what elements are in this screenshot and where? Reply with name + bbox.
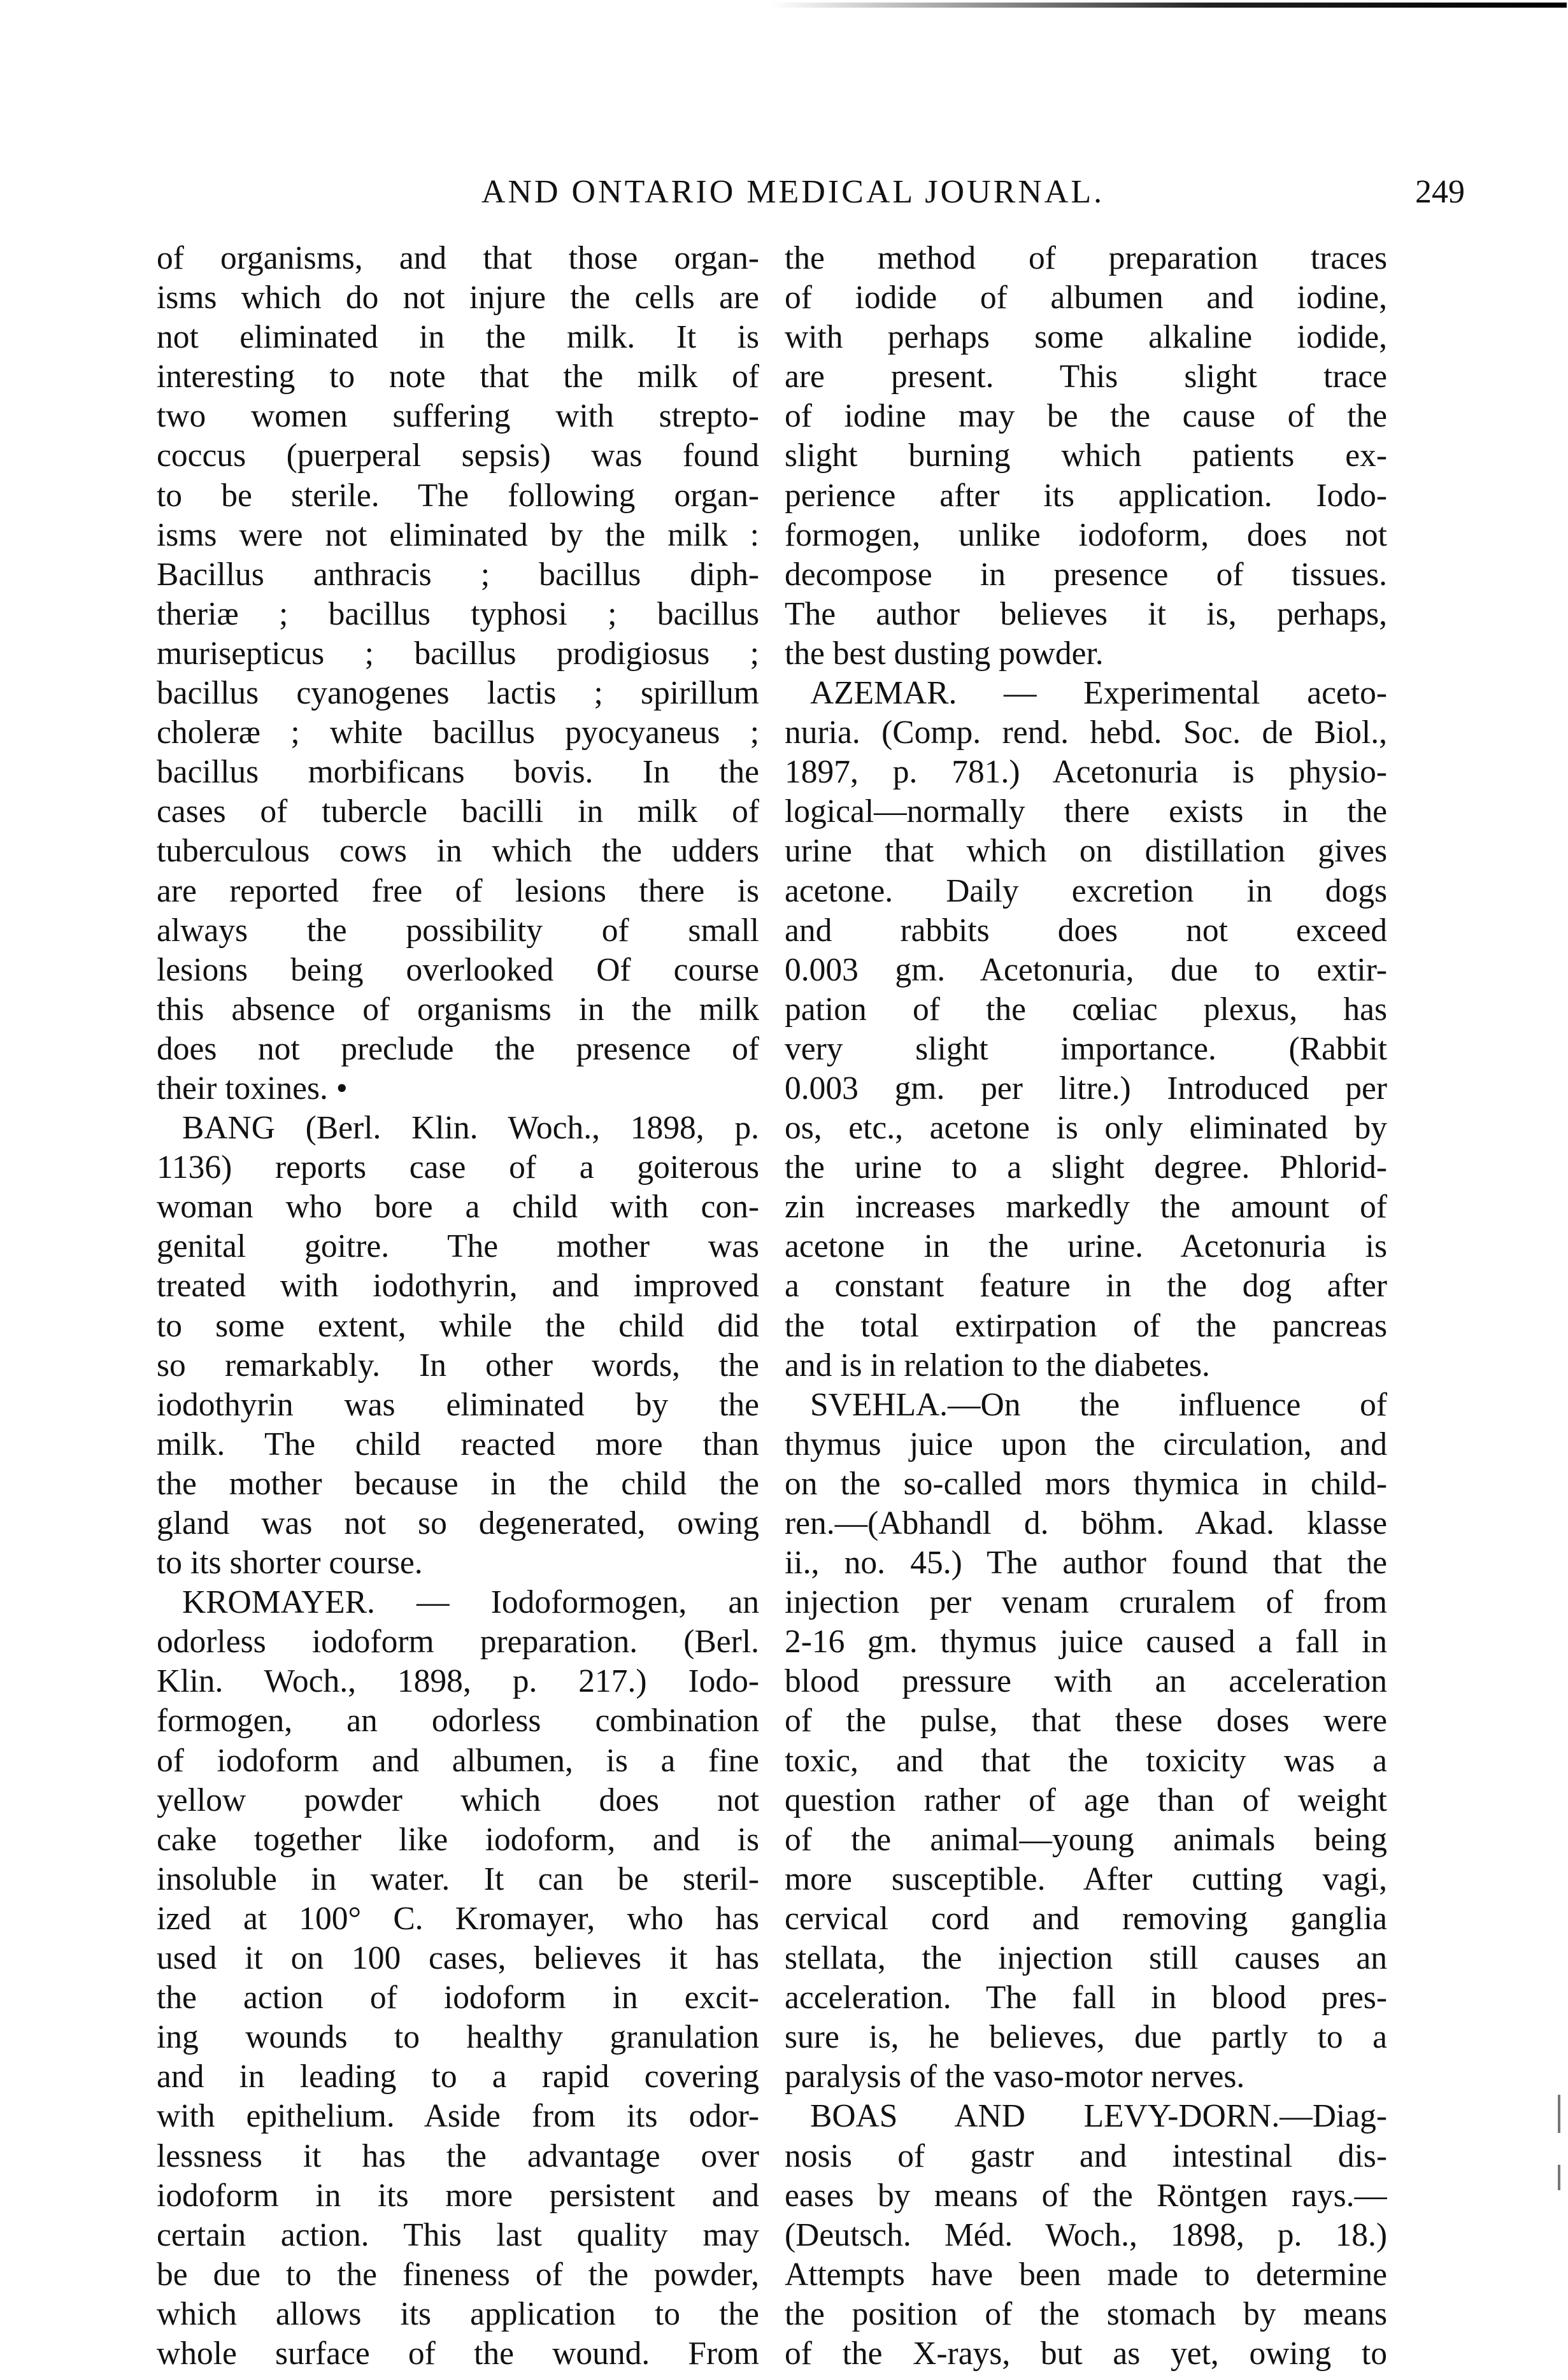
text-line: formogen, an odorless combination: [157, 1703, 759, 1739]
text-line: yellow powder which does not: [157, 1781, 759, 1818]
text-line: theriæ ; bacillus typhosi ; bacillus: [157, 595, 759, 632]
text-line: lessness it has the advantage over: [157, 2137, 759, 2174]
text-line: cake together like iodoform, and is: [157, 1821, 759, 1858]
text-line: which allows its application to the: [157, 2295, 759, 2332]
text-line: perience after its application. Iodo-: [785, 477, 1387, 514]
text-line: 0.003 gm. per litre.) Introduced per: [785, 1070, 1387, 1107]
text-line: milk. The child reacted more than: [157, 1426, 759, 1463]
text-line: be due to the fineness of the powder,: [157, 2256, 759, 2293]
text-line: to some extent, while the child did: [157, 1307, 759, 1344]
text-line: of the pulse, that these doses were: [785, 1703, 1387, 1739]
text-line: and in leading to a rapid covering: [157, 2058, 759, 2095]
journal-title: AND ONTARIO MEDICAL JOURNAL.: [481, 174, 1105, 210]
scan-edge-mark: [1558, 2095, 1560, 2133]
text-line: urine that which on distillation gives: [785, 833, 1387, 870]
scan-top-edge-line: [771, 3, 1567, 8]
text-line: always the possibility of small: [157, 912, 759, 949]
left-column: [157, 239, 759, 2374]
text-line: eases by means of the Röntgen rays.—: [785, 2177, 1387, 2214]
text-line: slight burning which patients ex-: [785, 437, 1387, 474]
text-line: Klin. Woch., 1898, p. 217.) Iodo-: [157, 1663, 759, 1700]
paragraph-start-line: AZEMAR. — Experimental aceto-: [810, 675, 1387, 712]
text-line: 1136) reports case of a goiterous: [157, 1149, 759, 1186]
text-line: two women suffering with strepto-: [157, 398, 759, 435]
text-line: iodoform in its more persistent and: [157, 2177, 759, 2214]
text-line: The author believes it is, perhaps,: [785, 595, 1387, 632]
paragraph-start-line: KROMAYER. — Iodoformogen, an: [182, 1584, 759, 1621]
text-line: genital goitre. The mother was: [157, 1228, 759, 1265]
text-line: ing wounds to healthy granulation: [157, 2019, 759, 2056]
text-line: blood pressure with an acceleration: [785, 1663, 1387, 1700]
paragraph-end-line: their toxines. •: [157, 1070, 348, 1107]
text-line: acceleration. The fall in blood pres-: [785, 1980, 1387, 2016]
text-line: decompose in presence of tissues.: [785, 556, 1387, 593]
text-line: acetone. Daily excretion in dogs: [785, 872, 1387, 909]
text-line: stellata, the injection still causes an: [785, 1940, 1387, 1977]
text-line: insoluble in water. It can be steril-: [157, 1860, 759, 1897]
text-line: ren.—(Abhandl d. böhm. Akad. klasse: [785, 1505, 1387, 1541]
text-line: not eliminated in the milk. It is: [157, 319, 759, 356]
text-line: murisepticus ; bacillus prodigiosus ;: [157, 635, 759, 672]
text-line: and rabbits does not exceed: [785, 912, 1387, 949]
text-line: nosis of gastr and intestinal dis-: [785, 2137, 1387, 2174]
text-line: very slight importance. (Rabbit: [785, 1030, 1387, 1067]
text-line: on the so-called mors thymica in child-: [785, 1465, 1387, 1502]
text-line: are present. This slight trace: [785, 358, 1387, 395]
text-line: thymus juice upon the circulation, and: [785, 1426, 1387, 1463]
paragraph-start-line: BANG (Berl. Klin. Woch., 1898, p.: [182, 1110, 759, 1147]
text-line: of organisms, and that those organ-: [157, 240, 759, 276]
text-line: odorless iodoform preparation. (Berl.: [157, 1624, 759, 1661]
paragraph-end-line: to its shorter course.: [157, 1545, 423, 1582]
text-line: of the X-rays, but as yet, owing to: [785, 2335, 1387, 2372]
paragraph-start-line: BOAS AND LEVY-DORN.—Diag-: [810, 2098, 1387, 2135]
text-line: tuberculous cows in which the udders: [157, 833, 759, 870]
text-line: to be sterile. The following organ-: [157, 477, 759, 514]
text-line: nuria. (Comp. rend. hebd. Soc. de Biol.,: [785, 714, 1387, 751]
text-line: 1897, p. 781.) Acetonuria is physio-: [785, 754, 1387, 791]
text-line: acetone in the urine. Acetonuria is: [785, 1228, 1387, 1265]
text-line: a constant feature in the dog after: [785, 1268, 1387, 1305]
text-line: of iodide of albumen and iodine,: [785, 280, 1387, 316]
text-line: logical—normally there exists in the: [785, 793, 1387, 830]
text-line: question rather of age than of weight: [785, 1781, 1387, 1818]
text-line: toxic, and that the toxicity was a: [785, 1742, 1387, 1779]
text-line: Attempts have been made to determine: [785, 2256, 1387, 2293]
text-line: injection per venam cruralem of from: [785, 1584, 1387, 1621]
text-line: gland was not so degenerated, owing: [157, 1505, 759, 1541]
right-column: [785, 239, 1387, 2374]
text-line: coccus (puerperal sepsis) was found: [157, 437, 759, 474]
text-line: ii., no. 45.) The author found that the: [785, 1545, 1387, 1582]
text-line: os, etc., acetone is only eliminated by: [785, 1110, 1387, 1147]
text-line: interesting to note that the milk of: [157, 358, 759, 395]
text-line: zin increases markedly the amount of: [785, 1189, 1387, 1226]
running-head: [0, 173, 1568, 224]
text-line: the action of iodoform in excit-: [157, 1980, 759, 2016]
text-line: lesions being overlooked Of course: [157, 951, 759, 988]
text-line: sure is, he believes, due partly to a: [785, 2019, 1387, 2056]
paragraph-end-line: paralysis of the vaso-motor nerves.: [785, 2058, 1245, 2095]
text-line: 0.003 gm. Acetonuria, due to extir-: [785, 951, 1387, 988]
text-line: the total extirpation of the pancreas: [785, 1307, 1387, 1344]
paragraph-end-line: and is in relation to the diabetes.: [785, 1347, 1210, 1384]
text-line: the urine to a slight degree. Phlorid-: [785, 1149, 1387, 1186]
text-line: iodothyrin was eliminated by the: [157, 1386, 759, 1423]
text-line: are reported free of lesions there is: [157, 872, 759, 909]
text-line: (Deutsch. Méd. Woch., 1898, p. 18.): [785, 2216, 1387, 2253]
paragraph-start-line: SVEHLA.—On the influence of: [810, 1386, 1387, 1423]
text-line: treated with iodothyrin, and improved: [157, 1268, 759, 1305]
text-line: Bacillus anthracis ; bacillus diph-: [157, 556, 759, 593]
text-line: the mother because in the child the: [157, 1465, 759, 1502]
scan-edge-mark: [1558, 2165, 1560, 2190]
text-line: of the animal—young animals being: [785, 1821, 1387, 1858]
text-line: with epithelium. Aside from its odor-: [157, 2098, 759, 2135]
text-line: isms which do not injure the cells are: [157, 280, 759, 316]
text-line: cervical cord and removing ganglia: [785, 1900, 1387, 1937]
text-line: does not preclude the presence of: [157, 1030, 759, 1067]
text-line: so remarkably. In other words, the: [157, 1347, 759, 1384]
text-line: with perhaps some alkaline iodide,: [785, 319, 1387, 356]
text-line: the position of the stomach by means: [785, 2295, 1387, 2332]
text-line: choleræ ; white bacillus pyocyaneus ;: [157, 714, 759, 751]
text-line: 2-16 gm. thymus juice caused a fall in: [785, 1624, 1387, 1661]
text-line: cases of tubercle bacilli in milk of: [157, 793, 759, 830]
text-line: isms were not eliminated by the milk :: [157, 516, 759, 553]
text-line: woman who bore a child with con-: [157, 1189, 759, 1226]
text-line: whole surface of the wound. From: [157, 2335, 759, 2372]
text-line: ized at 100° C. Kromayer, who has: [157, 1900, 759, 1937]
text-line: more susceptible. After cutting vagi,: [785, 1860, 1387, 1897]
page-number: 249: [1415, 174, 1465, 210]
text-line: pation of the cœliac plexus, has: [785, 991, 1387, 1028]
text-line: used it on 100 cases, believes it has: [157, 1940, 759, 1977]
text-line: of iodine may be the cause of the: [785, 398, 1387, 435]
text-line: formogen, unlike iodoform, does not: [785, 516, 1387, 553]
paragraph-end-line: the best dusting powder.: [785, 635, 1104, 672]
text-line: this absence of organisms in the milk: [157, 991, 759, 1028]
text-line: of iodoform and albumen, is a fine: [157, 1742, 759, 1779]
text-line: the method of preparation traces: [785, 240, 1387, 276]
text-line: bacillus cyanogenes lactis ; spirillum: [157, 675, 759, 712]
text-line: bacillus morbificans bovis. In the: [157, 754, 759, 791]
text-line: certain action. This last quality may: [157, 2216, 759, 2253]
